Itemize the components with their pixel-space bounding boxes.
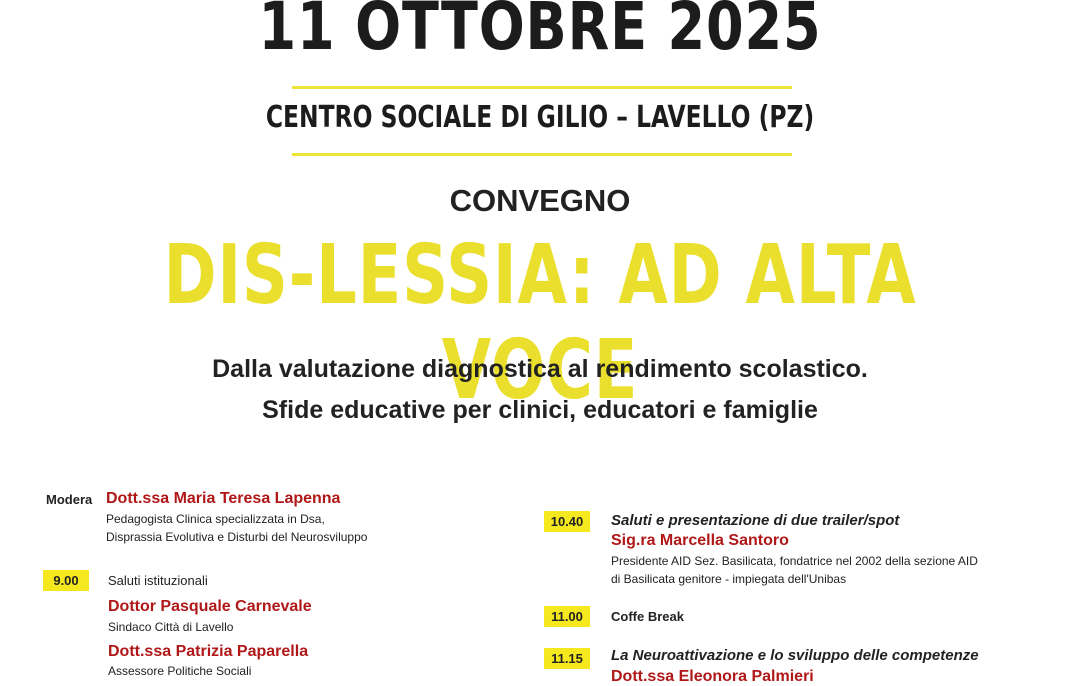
time-badge-10-40: 10.40 <box>544 511 590 532</box>
event-venue: CENTRO SOCIALE DI GILIO – LAVELLO (PZ) <box>265 100 815 135</box>
speaker-name-paparella: Dott.ssa Patrizia Paparella <box>108 643 309 660</box>
speaker-role-carnevale: Sindaco Città di Lavello <box>108 620 234 634</box>
subtitle-line-2: Sfide educative per clinici, educatori e famiglie <box>262 396 818 424</box>
speaker-name-santoro: Sig.ra Marcella Santoro <box>611 532 789 549</box>
bottom-divider <box>292 153 792 156</box>
speaker-name-carnevale: Dottor Pasquale Carnevale <box>108 598 312 615</box>
moderator-note-line-1: Pedagogista Clinica specializzata in Dsa, <box>106 512 325 526</box>
time-badge-11-15: 11.15 <box>544 648 590 669</box>
moderator-note-line-2: Disprassia Evolutiva e Disturbi del Neurosviluppo <box>106 530 368 544</box>
slot-topic-coffe-break: Coffe Break <box>611 609 684 624</box>
speaker-name-palmieri: Dott.ssa Eleonora Palmieri <box>611 668 814 685</box>
event-title: DIS-LESSIA: AD ALTA VOCE <box>163 228 917 418</box>
event-date: 11 OTTOBRE 2025 <box>258 0 822 65</box>
slot-topic-saluti-trailer: Saluti e presentazione di due trailer/spot <box>611 512 900 529</box>
moderator-name: Dott.ssa Maria Teresa Lapenna <box>106 490 341 507</box>
speaker-role-santoro-line-1: Presidente AID Sez. Basilicata, fondatrice nel 2002 della sezione AID <box>611 554 978 568</box>
event-type: CONVEGNO <box>449 183 631 218</box>
slot-topic-saluti-istituzionali: Saluti istituzionali <box>108 573 208 588</box>
speaker-role-paparella: Assessore Politiche Sociali <box>108 664 252 678</box>
time-badge-11-00: 11.00 <box>544 606 590 627</box>
top-divider <box>292 86 792 89</box>
time-badge-9-00: 9.00 <box>43 570 89 591</box>
subtitle-line-1: Dalla valutazione diagnostica al rendimento scolastico. <box>212 355 868 383</box>
speaker-role-santoro-line-2: di Basilicata genitore - impiegata dell'Unibas <box>611 572 847 586</box>
slot-topic-neuroattivazione: La Neuroattivazione e lo sviluppo delle competenze <box>611 647 979 664</box>
moderator-label: Modera <box>46 492 93 507</box>
